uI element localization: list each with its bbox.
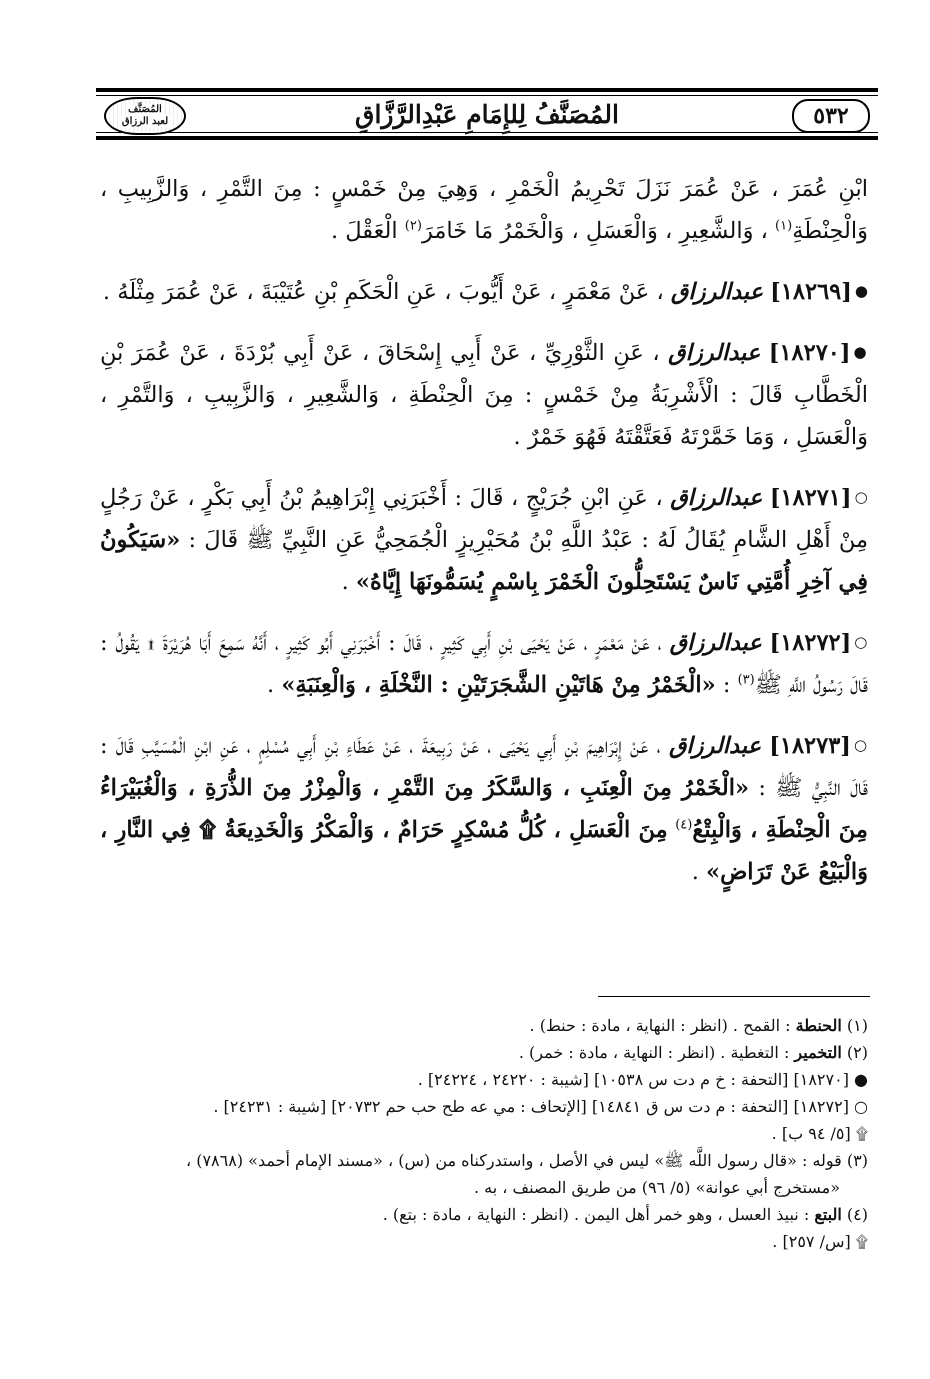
filled-circle-marker: ● (854, 282, 868, 300)
footnote-text: قوله : «قال رسول اللَّه ﷺ» ليس في الأصل ، واستدركناه من (س) ، «مسند الإمام أحمد» (٧٨٦٨) ، (185, 1151, 842, 1170)
hadith-text: ، عَنْ إِبْرَاهِيمَ بْنِ أَبِي يَحْيَى ، عَنْ رَبِيعَةَ ، عَنْ عَطَاءِ بْنِ أَبِي مُسْلِمٍ ، عَنِ ابْنِ الْمُسَيَّبِ قَالَ : قَالَ النَّبِيُّ ﷺ : (100, 733, 869, 801)
main-text (100, 168, 868, 911)
narrator-name: عبدالرزاق (668, 340, 761, 366)
hadith-number: [١٨٢٧٣] (769, 733, 851, 759)
open-circle-marker: ○ (854, 633, 869, 651)
footnote-ref[interactable]: (٢) (404, 218, 422, 234)
hadith-number: [١٨٢٧٠] (768, 340, 851, 366)
prophetic-quote: «سَيَكُونُ فِي آخِرِ أُمَّتِي نَاسٌ يَسْتَحِلُّونَ الْخَمْرَ بِاسْمٍ يُسَمُّونَهَا إِيَّاهُ» (100, 527, 868, 595)
text-segment: الْعَقْلَ . (330, 218, 398, 244)
narrator-name: عبدالرزاق (668, 733, 762, 759)
hadith-text: ، عَنِ الثَّوْرِيِّ ، عَنْ أَبِي إِسْحَاقَ ، عَنْ أَبِي بُرْدَةَ ، عَنْ عُمَرَ بْنِ الْخَطَّابِ قَالَ : الْأَشْرِبَةُ مِنْ خَمْسٍ : مِنَ الْحِنْطَةِ ، وَالشَّعِيرِ ، وَالزَّبِيبِ ، وَالتَّمْرِ ، وَالْعَسَلِ ، وَمَا خَمَّرْتَهُ فَعَتَّقْتَهُ فَهُوَ خَمْرٌ . (100, 340, 868, 450)
footnote-number: (٤) (846, 1205, 868, 1224)
end-punct: . (691, 859, 699, 885)
tahqiq-folio: ۩ [س/ ٢٥٧] . (772, 1232, 868, 1251)
hadith-number: [١٨٢٧١] (769, 485, 852, 511)
footnote-1 (100, 1012, 868, 1039)
footnote-2 (100, 1039, 868, 1066)
footnote-number: (١) (846, 1016, 868, 1035)
narrator-name: عبدالرزاق (669, 630, 762, 656)
hadith-text: ، عَنْ مَعْمَرٍ ، عَنْ يَحْيَى بْنِ أَبِي كَثِيرٍ ، قَالَ : أَخْبَرَنِي أَبُو كَثِيرٍ ، أَنَّهُ سَمِعَ أَبَا هُرَيْرَةَ ۩ يَقُولُ : قَالَ رَسُولُ اللَّهِ ﷺ (100, 630, 868, 698)
prophetic-quote: «الْخَمْرُ مِنْ هَاتَيْنِ الشَّجَرَتَيْنِ : النَّخْلَةِ ، وَالْعِنَبَةِ» (281, 672, 716, 698)
hadith-number: [١٨٢٧٢] (769, 630, 852, 656)
footnotes (100, 1012, 868, 1255)
running-title: المُصَنَّفُ لِلإِمَامِ عَبْدِالرَّزَّاقِ (355, 100, 619, 129)
hadith-text: ، عَنْ مَعْمَرٍ ، عَنْ أَيُّوبَ ، عَنِ الْحَكَمِ بْنِ عُتَيْبَةَ ، عَنْ عُمَرَ مِثْلَهُ . (102, 279, 664, 305)
footnote-number: (٢) (846, 1043, 868, 1062)
footnote-term: التخمير (794, 1043, 842, 1062)
hadith-18269 (100, 270, 868, 313)
narrator-name: عبدالرزاق (670, 485, 763, 511)
footnote-text: : نبيذ العسل ، وهو خمر أهل اليمن . (انظر : النهاية ، مادة : بتع) . (382, 1205, 810, 1224)
open-circle-marker: ○ (853, 736, 869, 754)
footnote-separator (598, 996, 870, 997)
tahqiq-18270: ● [١٨٢٧٠] [التحفة : خ م دت س ١٠٥٣٨] [شيبة : ٢٤٢٢٠ ، ٢٤٢٢٤] . (417, 1070, 868, 1089)
footnote-number: (٣) (846, 1151, 868, 1170)
hadith-18273 (100, 724, 868, 893)
footnote-term: البتع (814, 1205, 842, 1224)
footnote-text: : القمح . (انظر : النهاية ، مادة : حنط) . (529, 1016, 791, 1035)
page-header (96, 88, 878, 140)
book-seal-logo (104, 97, 186, 135)
seal-line-1: المُصَنَّف (128, 104, 162, 115)
colon: : (722, 672, 731, 698)
tahqiq-18272-folio: ۩ [٥/ ٩٤ ب] . (771, 1124, 868, 1143)
footnote-text: : التغطية . (انظر : النهاية ، مادة : خمر) . (518, 1043, 790, 1062)
text-segment: ، وَالشَّعِيرِ ، وَالْعَسَلِ ، وَالْخَمْرُ مَا خَامَرَ (421, 218, 768, 244)
filled-circle-marker: ● (853, 343, 868, 361)
hadith-number: [١٨٢٦٩] (770, 279, 852, 305)
tahqiq-18272: ○ [١٨٢٧٢] [التحفة : م دت س ق ١٤٨٤١] [الإتحاف : مي عه طح حب حم ٢٠٧٣٢] [شيبة : ٢٤٢٣١] . (213, 1097, 868, 1116)
footnote-3 (100, 1147, 868, 1174)
open-circle-marker: ○ (854, 488, 868, 506)
prophetic-quote-cont: مِنَ الْعَسَلِ ، كُلُّ مُسْكِرٍ حَرَامٌ ، وَالْمَكْرُ وَالْخَدِيعَةُ ۩ فِي النَّارِ ، وَالْبَيْعُ عَنْ تَرَاضٍ» (100, 817, 868, 885)
hadith-text: ، عَنِ ابْنِ جُرَيْجٍ ، قَالَ : أَخْبَرَنِي إِبْرَاهِيمُ بْنُ أَبِي بَكْرٍ ، عَنْ رَجُلٍ مِنْ أَهْلِ الشَّامِ يُقَالُ لَهُ : عَبْدُ اللَّهِ بْنُ مُحَيْرِيزٍ الْجُمَحِيُّ عَنِ النَّبِيِّ ﷺ قَالَ : (100, 485, 868, 553)
hadith-18271 (100, 476, 868, 603)
seal-line-2: لعبد الرزاق (121, 116, 169, 127)
narrator-name: عبدالرزاق (670, 279, 763, 305)
text-segment: وَالْحِنْطَةِ (792, 218, 868, 244)
hadith-18270 (100, 331, 868, 458)
hadith-18272 (100, 621, 868, 706)
footnote-term: الحنطة (795, 1016, 842, 1035)
text-line: ابْنِ عُمَرَ ، عَنْ عُمَرَ نَزَلَ تَحْرِيمُ الْخَمْرِ ، وَهِيَ مِنْ خَمْسٍ : مِنَ التَّمْرِ ، وَالزَّبِيبِ ، (100, 176, 868, 202)
footnote-3-cont: «مستخرج أبي عوانة» (٥/ ٩٦) من طريق المصنف ، به . (473, 1178, 840, 1197)
footnote-4 (100, 1201, 868, 1228)
prophetic-quote: «الْخَمْرُ مِنَ الْعِنَبِ ، وَالسَّكَرُ مِنَ التَّمْرِ ، وَالْمِزْرُ مِنَ الذُّرَةِ ، وَالْغُبَيْرَاءُ مِنَ الْحِنْطَةِ ، وَالْبِتْعُ (100, 775, 868, 843)
intro-paragraph (100, 168, 868, 252)
footnote-ref[interactable]: (٤) (675, 817, 693, 833)
end-punct: . (267, 672, 275, 698)
footnote-ref[interactable]: (٣) (737, 672, 755, 688)
footnote-ref[interactable]: (١) (775, 218, 793, 234)
page-number: ٥٣٢ (792, 99, 870, 133)
end-punct: . (341, 569, 349, 595)
